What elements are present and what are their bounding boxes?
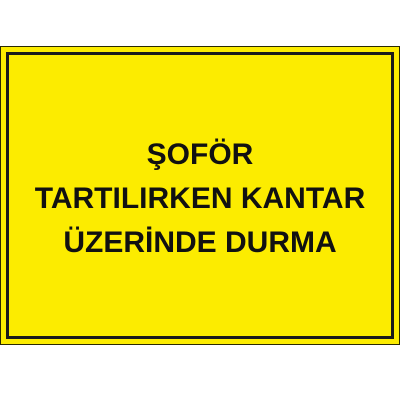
sign-line-1: ŞOFÖR (146, 138, 254, 171)
sign-message (1, 133, 399, 265)
sign-line-3: ÜZERİNDE DURMA (63, 226, 337, 259)
warning-sign (0, 46, 400, 345)
sign-line-2: TARTILIRKEN KANTAR (34, 182, 366, 215)
